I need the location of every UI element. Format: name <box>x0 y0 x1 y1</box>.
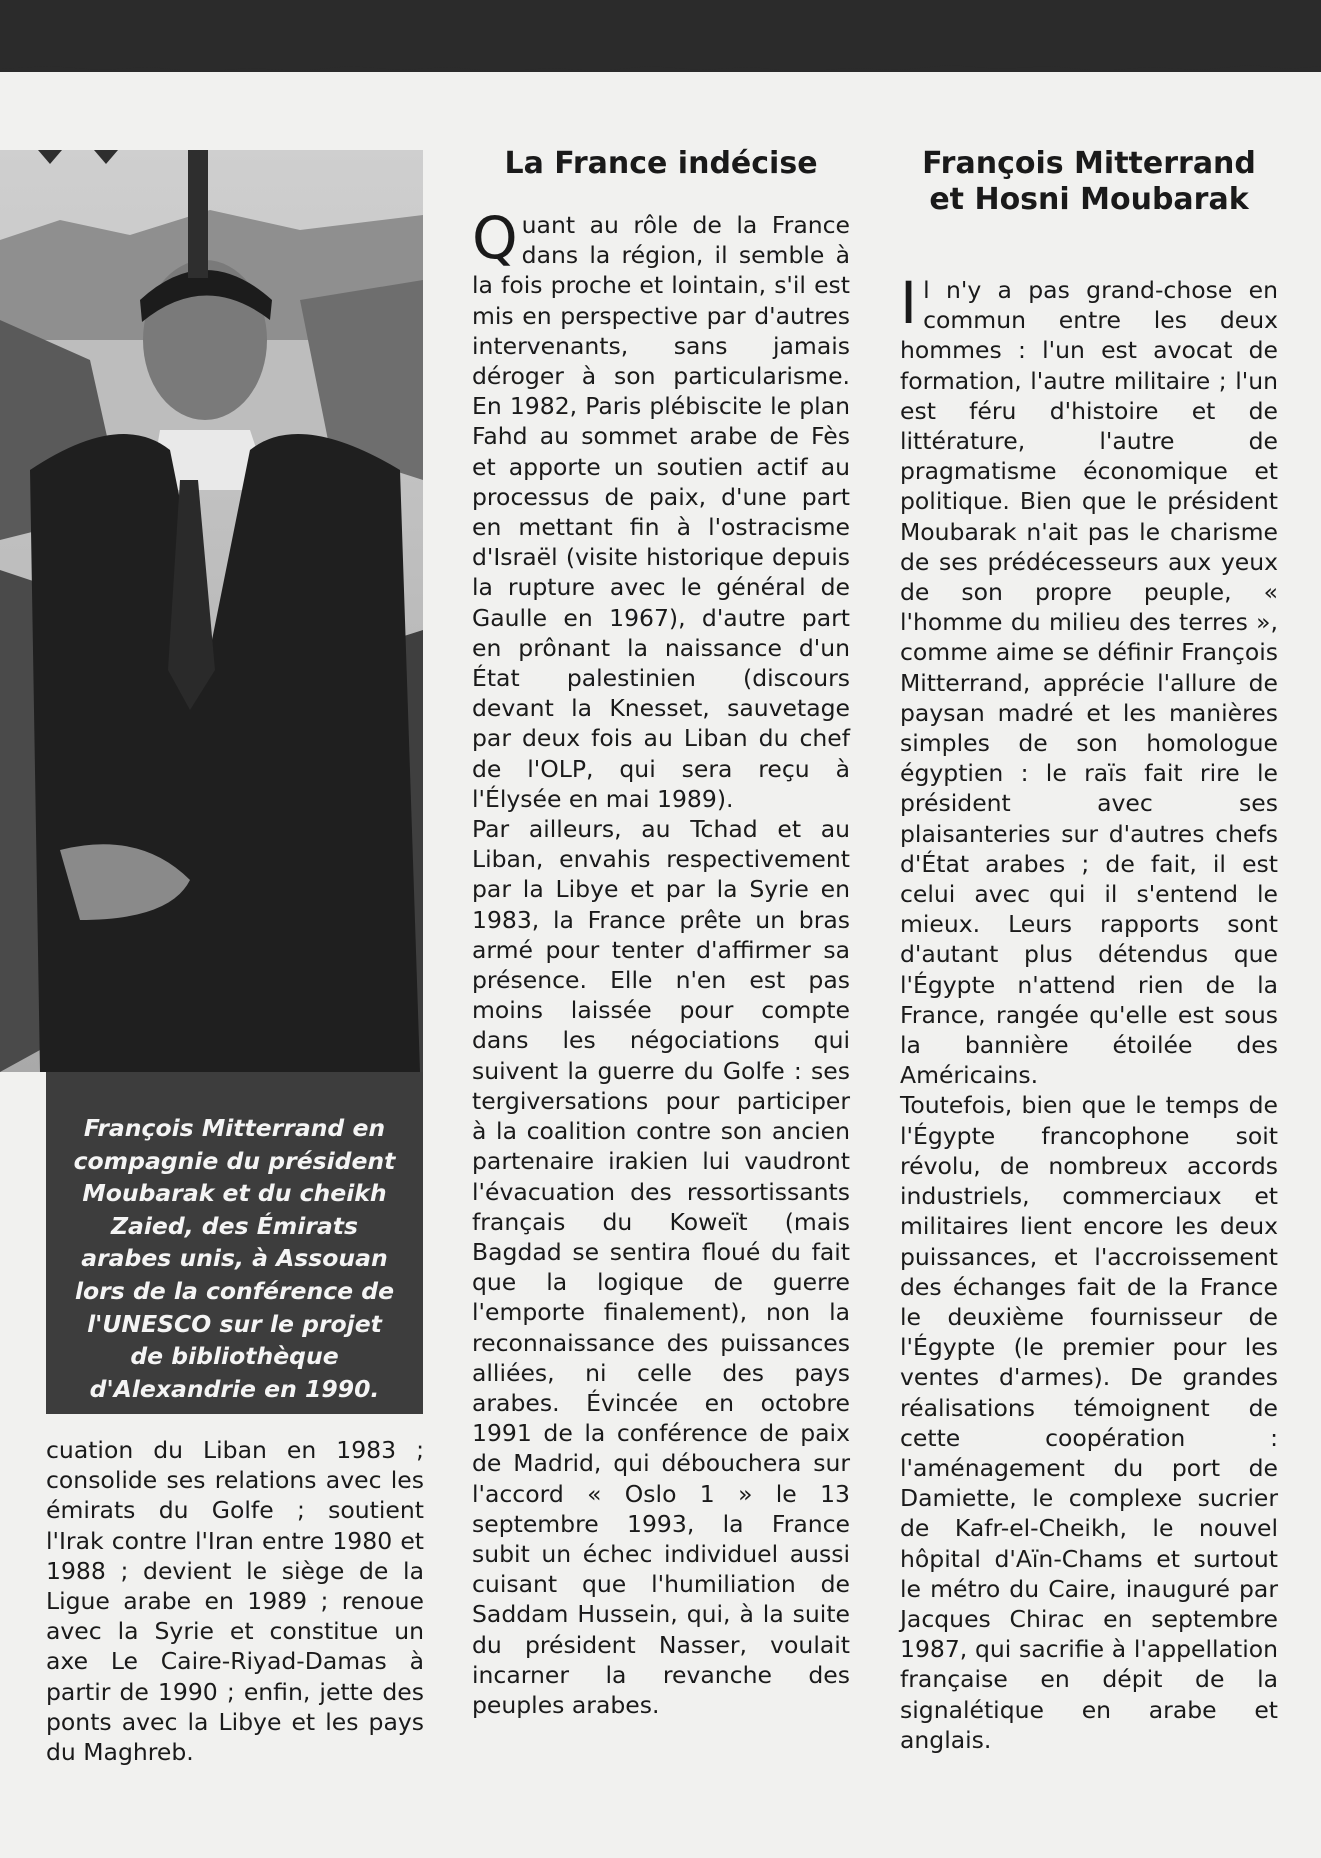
torn-paper-edge <box>0 60 1321 90</box>
photo-moubarak <box>0 150 423 1072</box>
middle-paragraph-2: Par ailleurs, au Tchad et au Liban, envahis respectivement par la Libye et par la Syrie en 1983, la France prête un bras armé pour tenter d'affirmer sa présence. Elle n'en est pas moins laissée pour compte dans les négociations qui suivent la guerre du Golfe : ses tergiversations pour participer à la coalition contre son ancien partenaire irakien lui vaudront l'évacuation des ressortissants français du Koweït (mais Bagdad se sentira floué du fait que la logique de guerre l'emporte finalement), non la reconnaissance des puissances alliées, ni celle des pays arabes. Évincée en octobre 1991 de la conférence de paix de Madrid, qui débouchera sur l'accord « Oslo 1 » le 13 septembre 1993, la France subit un échec individuel aussi cuisant que l'humiliation de Saddam Hussein, qui, à la suite du président Nasser, voulait incarner la revanche des peuples arabes. <box>472 815 850 1719</box>
dropcap-q: Q <box>472 204 518 272</box>
middle-paragraph-1 <box>472 204 850 814</box>
decorative-bar <box>188 150 208 278</box>
dropcap-i: I <box>900 269 918 337</box>
left-column-text: cuation du Liban en 1983 ; consolide ses relations avec les émirats du Golfe ; soutient l'Irak contre l'Iran entre 1980 et 1988 ; devient le siège de la Ligue arabe en 1989 ; renoue avec la Syrie et constitue un axe Le Caire-Riyad-Damas à partir de 1990 ; enfin, jette des ponts avec la Libye et les pays du Maghreb. <box>46 1436 424 1767</box>
photo-caption: François Mitterrand en compagnie du président Moubarak et du cheikh Zaied, des Émirats arabes unis, à Assouan lors de la conférence de l'UNESCO sur le projet de bibliothèque d'Alexandrie en 1990. <box>46 1072 423 1414</box>
left-column <box>46 1435 424 1767</box>
right-paragraph-1-text: l n'y a pas grand-chose en commun entre les deux hommes : l'un est avocat de formation, l'autre militaire ; l'un est féru d'histoire et de littérature, l'autre de pragmatisme économique et politique. Bien que le président Moubarak n'ait pas le charisme de ses prédécesseurs aux yeux de son propre peuple, « l'homme du milieu des terres », comme aime se définir François Mitterrand, apprécie l'allure de paysan madré et les manières simples de son homologue égyptien : le raïs fait rire le président avec ses plaisanteries sur d'autres chefs d'État arabes ; de fait, il est celui avec qui il s'entend le mieux. Leurs rapports sont d'autant plus détendus que l'Égypte n'attend rien de la France, rangée qu'elle est sous la bannière étoilée des Américains. <box>900 276 1278 1090</box>
right-paragraph-2: Toutefois, bien que le temps de l'Égypte francophone soit révolu, de nombreux accords industriels, commerciaux et militaires lient encore les deux puissances, et l'accroissement des échanges fait de la France le deuxième fournisseur de l'Égypte (le premier pour les ventes d'armes). De grandes réalisations témoignent de cette coopération : l'aménagement du port de Damiette, le complexe sucrier de Kafr-el-Cheikh, le nouvel hôpital d'Aïn-Chams et surtout le métro du Caire, inauguré par Jacques Chirac en septembre 1987, qui sacrifie à l'appellation française en dépit de la signalétique en arabe et anglais. <box>900 1091 1278 1754</box>
middle-column <box>472 204 850 1720</box>
right-column <box>900 269 1278 1755</box>
middle-paragraph-1-text: uant au rôle de la France dans la région, il semble à la fois proche et lointain, s'il est mis en perspective par d'autres intervenants, sans jamais déroger à son particularisme. En 1982, Paris plébiscite le plan Fahd au sommet arabe de Fès et apporte un soutien actif au processus de paix, d'une part en mettant fin à l'ostracisme d'Israël (visite historique depuis la rupture avec le général de Gaulle en 1967), d'autre part en prônant la naissance d'un État palestinien (discours devant la Knesset, sauvetage par deux fois au Liban du chef de l'OLP, qui sera reçu à l'Élysée en mai 1989). <box>472 211 850 813</box>
heading-la-france-indecise: La France indécise <box>504 146 818 181</box>
heading-mitterrand-moubarak: François Mitterrand et Hosni Moubarak <box>922 146 1256 217</box>
right-paragraph-1 <box>900 269 1278 1090</box>
